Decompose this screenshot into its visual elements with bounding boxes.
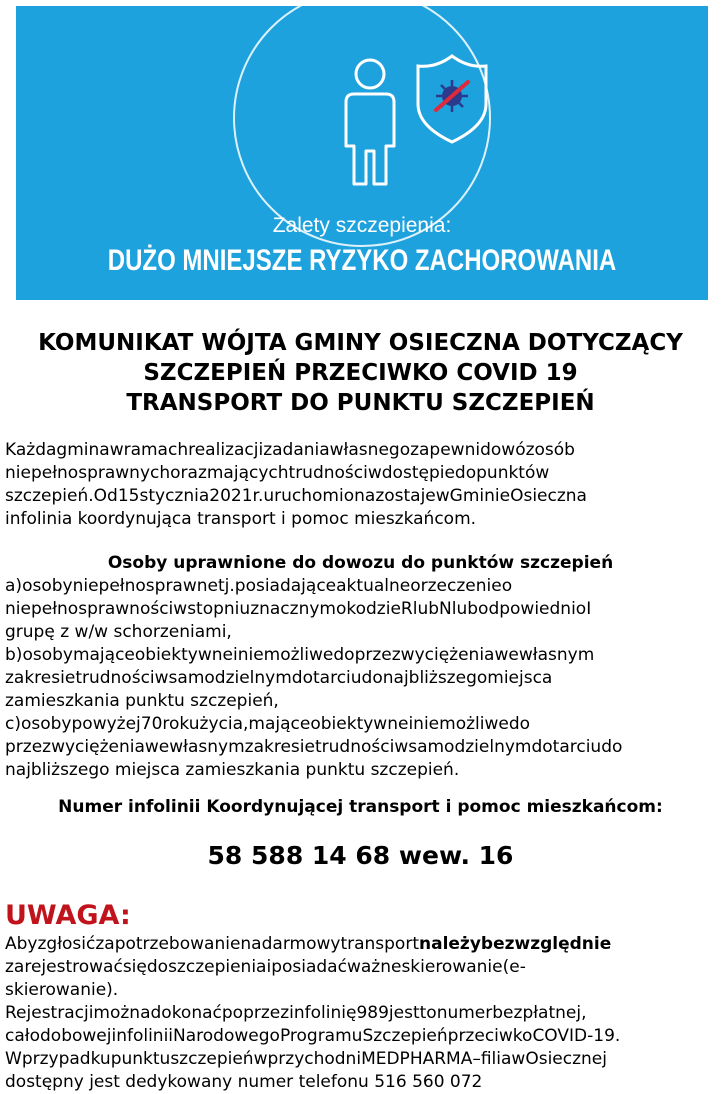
eligible-line: niepełnosprawnościwstopniuznacznymokodzieRlubNlubodpowiednioI: [5, 599, 592, 619]
intro-line: szczepień.Od15stycznia2021r.uruchomionazostajewGminieOsieczna: [5, 486, 587, 506]
uwaga-line: Abyzgłosićzapotrzebowanienadarmowytransportnależybezwzględnie: [5, 934, 612, 954]
eligible-heading: Osoby uprawnione do dowozu do punktów szczepień: [107, 553, 614, 573]
person-icon: [346, 60, 394, 184]
uwaga-line: dostępny jest dedykowany numer telefonu 516 560 072: [5, 1072, 483, 1092]
uwaga-line: WprzypadkupunktuszczepieńwprzychodniMEDPHARMA–filiawOsiecznej: [5, 1049, 607, 1069]
eligible-list: [5, 575, 719, 782]
heading-line: SZCZEPIEŃ PRZECIWKO COVID 19: [143, 360, 578, 386]
uwaga-line: całodobowejinfoliniiNarodowegoProgramuSzczepieńprzeciwkoCOVID-19.: [5, 1026, 621, 1046]
uwaga-line: zarejestrowaćsiędoszczepieniaiposiadaćważneskierowanie(e-: [5, 957, 526, 977]
announcement-heading: [0, 328, 721, 418]
eligible-line: a)osobyniepełnosprawnetj.posiadająceaktualneorzeczenieo: [5, 576, 513, 596]
intro-line: infolinia koordynująca transport i pomoc mieszkańcom.: [5, 509, 477, 529]
heading-line: KOMUNIKAT WÓJTA GMINY OSIECZNA DOTYCZĄCY: [38, 330, 683, 356]
eligible-line: przezwyciężeniawewłasnymzakresietrudnościwsamodzielnymdotarciudo: [5, 737, 623, 757]
intro-line: Każdagminawramachrealizacjizadaniawłasnegozapewnidowózosób: [5, 440, 575, 460]
eligible-line: c)osobypowyżej70rokużycia,mająceobiektywneiniemożliwedo: [5, 714, 531, 734]
vaccination-banner: [16, 6, 708, 300]
banner-subtitle: Zalety szczepienia:: [272, 214, 452, 237]
eligible-line: zakresietrudnościwsamodzielnymdotarciudonajbliższegomiejsca: [5, 668, 553, 688]
infoline-number: 58 588 14 68 wew. 16: [207, 841, 514, 870]
infoline-label: Numer infolinii Koordynującej transport i pomoc mieszkańcom:: [58, 797, 663, 817]
intro-line: niepełnosprawnychorazmającychtrudnościwdostępiedopunktów: [5, 463, 550, 483]
uwaga-line: skierowanie).: [5, 980, 119, 1000]
eligible-line: zamieszkania punktu szczepień,: [5, 691, 279, 711]
uwaga-line: Rejestracjimożnadokonaćpoprzezinfolinię989jesttonumerbezpłatnej,: [5, 1003, 587, 1023]
heading-line: TRANSPORT DO PUNKTU SZCZEPIEŃ: [126, 390, 595, 416]
uwaga-title: UWAGA:: [5, 900, 131, 931]
eligible-line: grupę z w/w schorzeniami,: [5, 622, 232, 642]
eligible-line: najbliższego miejsca zamieszkania punktu szczepień.: [5, 760, 460, 780]
shield-virus-icon: [418, 56, 486, 142]
intro-paragraph: [5, 439, 719, 531]
eligible-line: b)osobymająceobiektywneiniemożliwedoprzezwyciężeniawewłasnym: [5, 645, 595, 665]
banner-title: DUŻO MNIEJSZE RYZYKO ZACHOROWANIA: [107, 244, 617, 277]
uwaga-paragraph: [5, 933, 719, 1094]
